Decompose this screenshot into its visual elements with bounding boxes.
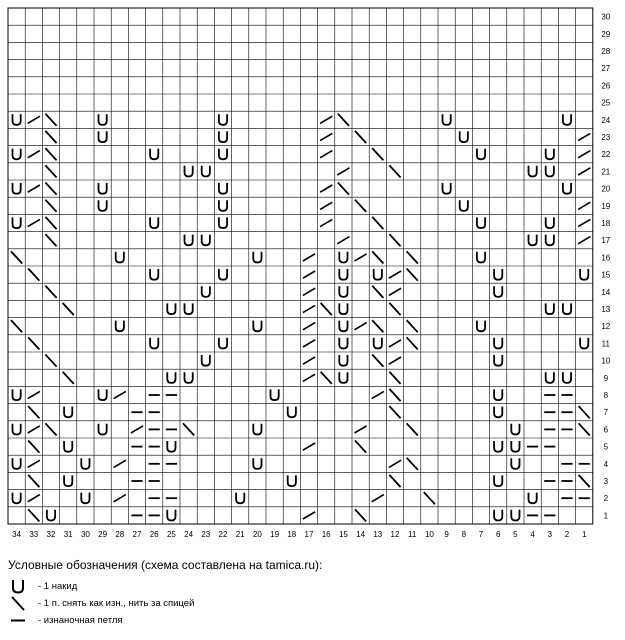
row-label: 12: [601, 322, 611, 332]
row-label: 1: [603, 511, 609, 521]
purl-stitch-icon: [8, 612, 32, 629]
row-label: 5: [603, 442, 609, 452]
legend-label-yarn-over: - 1 накид: [38, 581, 78, 592]
column-label: 34: [12, 530, 22, 539]
column-label: 32: [46, 530, 56, 539]
column-label: 7: [478, 530, 484, 539]
slip-stitch-icon: [8, 595, 32, 612]
column-label: 6: [495, 530, 501, 539]
row-label: 2: [603, 494, 609, 504]
column-label: 14: [356, 530, 366, 539]
column-label: 12: [390, 530, 400, 539]
row-label: 29: [601, 29, 611, 39]
column-label: 33: [29, 530, 39, 539]
column-label: 28: [115, 530, 125, 539]
row-label: 30: [601, 12, 611, 22]
column-label: 1: [581, 530, 587, 539]
row-label: 9: [603, 373, 609, 383]
column-label: 21: [235, 530, 245, 539]
column-label: 25: [166, 530, 176, 539]
column-label: 11: [408, 530, 417, 539]
row-label: 21: [601, 167, 611, 177]
column-label: 29: [98, 530, 108, 539]
column-label: 30: [80, 530, 90, 539]
legend-row-purl: [8, 612, 618, 629]
row-label: 17: [601, 236, 611, 246]
column-label: 9: [444, 530, 449, 539]
legend-row-slip: [8, 595, 618, 612]
row-label: 16: [601, 253, 611, 263]
row-label: 23: [601, 133, 611, 142]
column-label: 19: [270, 530, 280, 539]
column-label: 22: [218, 530, 228, 539]
column-label: 18: [287, 530, 297, 539]
row-label: 18: [601, 219, 611, 228]
row-label: 11: [601, 339, 610, 349]
row-label: 7: [603, 408, 609, 418]
row-label: 3: [603, 477, 609, 486]
column-label: 27: [132, 530, 142, 539]
column-label: 13: [373, 530, 383, 539]
column-label: 8: [461, 530, 467, 539]
column-label: 23: [201, 530, 211, 539]
chart-grid: [8, 8, 593, 524]
row-label: 25: [601, 98, 611, 108]
row-label: 15: [601, 270, 611, 280]
column-label: 15: [338, 530, 348, 539]
column-label: 10: [424, 530, 434, 539]
row-label: 19: [601, 201, 611, 211]
legend: [8, 558, 618, 629]
row-label: 10: [601, 356, 611, 366]
legend-label-purl: - изнаночная петля: [38, 615, 123, 626]
legend-row-yarn-over: [8, 578, 618, 595]
row-label: 27: [601, 64, 611, 74]
column-label: 2: [564, 530, 570, 539]
row-label: 13: [601, 305, 611, 314]
row-label: 14: [601, 287, 611, 297]
column-label: 4: [530, 530, 535, 539]
row-label: 28: [601, 47, 611, 56]
column-label: 31: [63, 530, 73, 539]
column-label: 26: [149, 530, 159, 539]
column-label: 3: [547, 530, 553, 539]
column-label: 24: [184, 530, 194, 539]
column-label: 16: [321, 530, 331, 539]
legend-label-slip: - 1 п. снять как изн., нить за спицей: [38, 598, 195, 609]
row-label: 22: [601, 150, 611, 160]
row-label: 26: [601, 81, 611, 91]
yarn-over-icon: [8, 578, 32, 595]
row-label: 24: [601, 115, 611, 125]
column-label: 20: [252, 530, 262, 539]
legend-title: Условные обозначения (схема составлена на tamica.ru):: [8, 558, 323, 572]
row-label: 4: [603, 459, 609, 469]
row-label: 20: [601, 184, 611, 194]
row-label: 6: [603, 425, 609, 435]
column-label: 17: [304, 530, 314, 539]
column-label: 5: [513, 530, 518, 539]
row-label: 8: [603, 391, 609, 400]
